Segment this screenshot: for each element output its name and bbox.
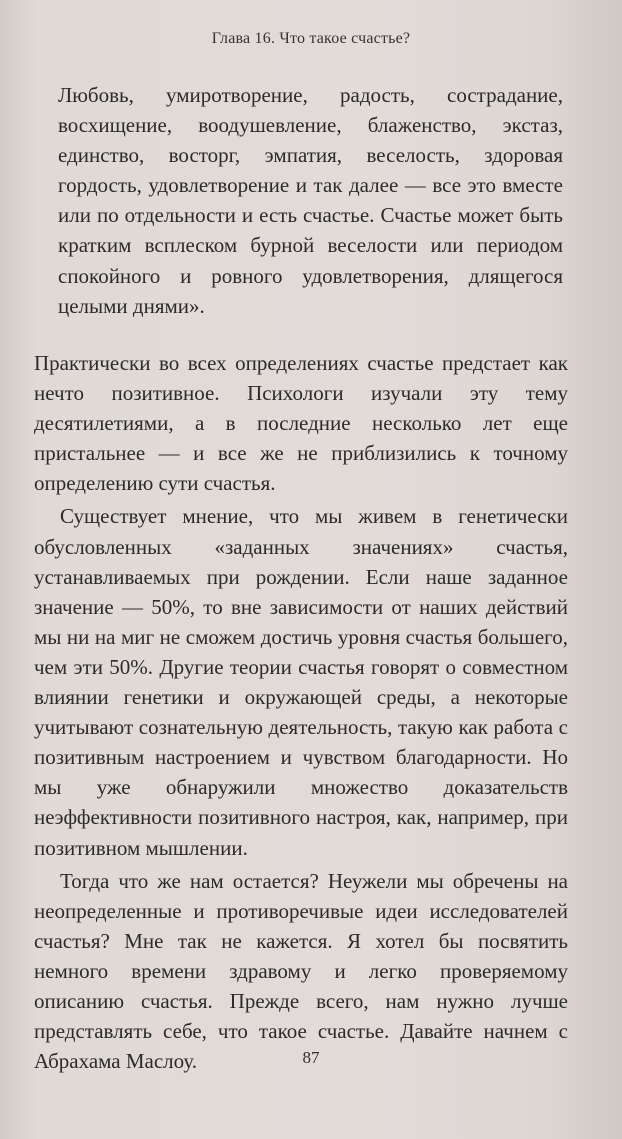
running-head: Глава 16. Что такое счастье?	[211, 30, 411, 47]
paragraph-3: Тогда что же нам остается? Неужели мы обречены на неопределенные и противоречивые идеи исследователей счастья? Мне так не кажется. Я хотел бы посвятить немного времени здравому и легко проверяемому описанию счастья. Прежде всего, нам нужно лучше представлять себе, что такое счастье. Давайте начнем с Абрахама Маслоу.	[34, 868, 568, 1074]
quote-paragraph: Любовь, умиротворение, радость, сострадание, восхищение, воодушевление, блаженство, экстаз, единство, восторг, эмпатия, веселость, здоровая гордость, удовлетворение и так далее — все это вместе или по отдельности и есть счастье. Счастье может быть кратким всплеском бурной веселости или периодом спокойного и ровного удовлетворения, длящегося целыми днями».	[58, 83, 563, 318]
quote-block	[58, 80, 563, 321]
paragraph-1: Практически во всех определениях счастье предстает как нечто позитивное. Психологи изучали эту тему десятилетиями, а в последние несколько лет еще пристальнее — и все же не приблизились к точному определению сути счастья.	[34, 351, 568, 496]
body-text	[34, 348, 568, 1079]
page-number: 87	[302, 1048, 320, 1067]
paragraph-2: Существует мнение, что мы живем в генетически обусловленных «заданных значениях» счастья, устанавливаемых при рождении. Если наше заданное значение — 50%, то вне зависимости от наших действий мы ни на миг не сможем достичь уровня счастья большего, чем эти 50%. Другие теории счастья говорят о совместном влиянии генетики и окружающей среды, а некоторые учитывают сознательную деятельность, такую как работа с позитивным настроением и чувством благодарности. Но мы уже обнаружили множество доказательств неэффективности позитивного настроя, как, например, при позитивном мышлении.	[34, 504, 568, 860]
